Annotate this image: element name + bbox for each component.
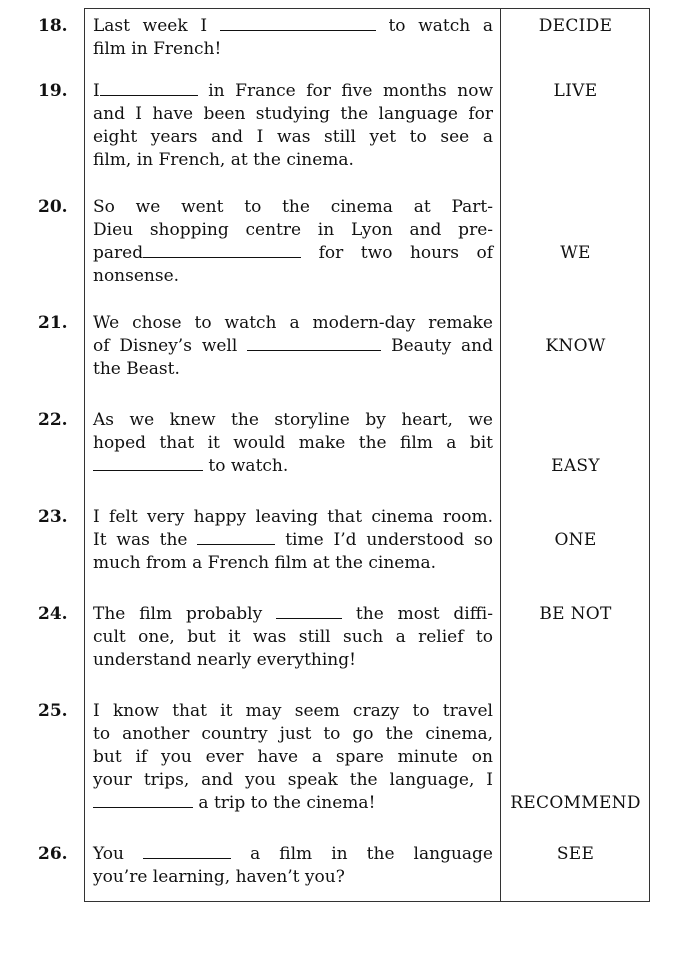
item-text	[93, 80, 493, 172]
answer-blank[interactable]	[276, 604, 342, 619]
key-word: BE NOT	[539, 604, 612, 624]
text-line: you’re learning, haven’t you?	[93, 867, 345, 887]
text-line: nonsense.	[93, 266, 180, 286]
item-number: 24.	[38, 604, 68, 624]
text-fragment: a trip to the cinema!	[198, 793, 376, 813]
text-line: So we went to the cinema at Part-	[93, 197, 493, 217]
item-number: 23.	[38, 507, 68, 527]
text-line: but if you ever have a spare minute on	[93, 747, 493, 767]
item-text	[93, 196, 493, 288]
text-line: hoped that it would make the film a bit	[93, 433, 493, 453]
text-line: As we knew the storyline by heart, we	[93, 410, 493, 430]
text-fragment: It was the	[93, 530, 188, 550]
item-text	[93, 409, 493, 478]
text-fragment: I	[93, 81, 100, 101]
item-number: 20.	[38, 197, 68, 217]
text-fragment: in France for five months now	[208, 81, 494, 101]
item-text	[93, 603, 493, 672]
item-text	[93, 700, 493, 815]
key-word: WE	[560, 243, 591, 263]
key-word: DECIDE	[538, 16, 613, 36]
item-number: 26.	[38, 844, 68, 864]
text-line: and I have been studying the language for	[93, 104, 493, 124]
item-text	[93, 506, 493, 575]
item-text	[93, 15, 493, 61]
text-line: cult one, but it was still such a relief to	[93, 627, 493, 647]
item-number: 22.	[38, 410, 68, 430]
text-line: much from a French film at the cinema.	[93, 553, 437, 573]
key-word: ONE	[554, 530, 597, 550]
text-fragment: for two hours of	[318, 243, 493, 263]
item-number: 19.	[38, 81, 68, 101]
text-fragment: to watch.	[208, 456, 289, 476]
text-fragment: You	[93, 844, 124, 864]
text-fragment: The film probably	[93, 604, 263, 624]
text-line: to another country just to go the cinema,	[93, 724, 493, 744]
item-number: 21.	[38, 313, 68, 333]
answer-blank[interactable]	[197, 530, 275, 545]
text-fragment: the most diffi-	[355, 604, 493, 624]
key-word: EASY	[551, 456, 600, 476]
text-fragment: of Disney’s well	[93, 336, 238, 356]
text-line: understand nearly everything!	[93, 650, 356, 670]
answer-blank[interactable]	[220, 16, 376, 31]
key-word: RECOMMEND	[510, 793, 641, 813]
answer-blank[interactable]	[93, 793, 193, 808]
text-line: We chose to watch a modern-day remake	[93, 313, 493, 333]
key-word: LIVE	[553, 81, 598, 101]
text-fragment: Last week I	[93, 16, 208, 36]
text-line: the Beast.	[93, 359, 180, 379]
text-line: your trips, and you speak the language, I	[93, 770, 493, 790]
text-line: I felt very happy leaving that cinema room.	[93, 507, 493, 527]
answer-blank[interactable]	[143, 844, 231, 859]
text-line: eight years and I was still yet to see a	[93, 127, 493, 147]
text-fragment: a film in the language	[250, 844, 493, 864]
item-text	[93, 312, 493, 381]
text-line: film in French!	[93, 39, 222, 59]
text-fragment: pared	[93, 243, 144, 263]
item-number: 18.	[38, 16, 68, 36]
answer-blank[interactable]	[93, 456, 203, 471]
answer-blank[interactable]	[143, 243, 301, 258]
text-line: film, in French, at the cinema.	[93, 150, 354, 170]
answer-blank[interactable]	[100, 81, 198, 96]
text-fragment: time I’d understood so	[285, 530, 494, 550]
key-word: KNOW	[545, 336, 606, 356]
text-line: Dieu shopping centre in Lyon and pre-	[93, 220, 493, 240]
text-fragment: Beauty and	[391, 336, 494, 356]
text-line: I know that it may seem crazy to travel	[93, 701, 493, 721]
item-number: 25.	[38, 701, 68, 721]
answer-blank[interactable]	[247, 336, 381, 351]
item-text	[93, 843, 493, 889]
text-fragment: to watch a	[388, 16, 494, 36]
key-word: SEE	[556, 844, 595, 864]
